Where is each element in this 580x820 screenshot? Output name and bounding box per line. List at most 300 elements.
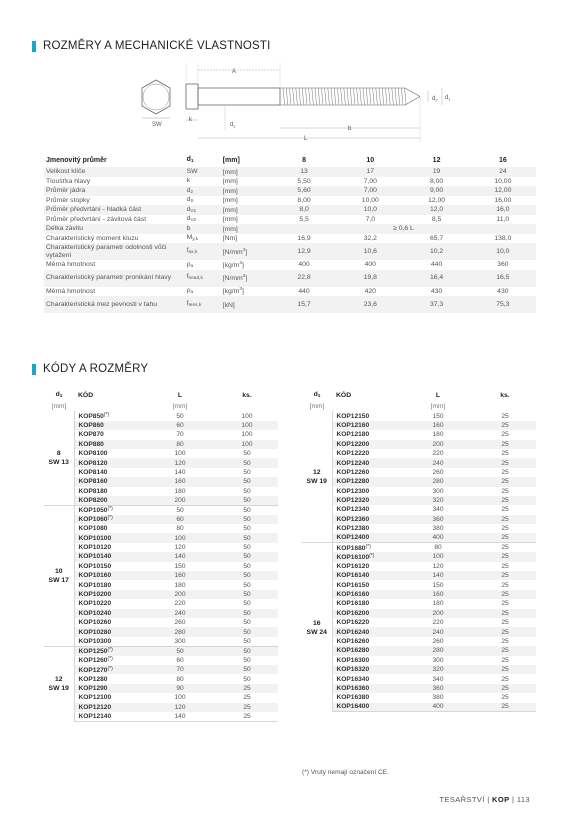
- codes-row: [302, 562, 536, 571]
- mech-cell-unit: $[N/mm^2]$: [221, 270, 271, 287]
- codes-cell-code: KOP12280: [332, 477, 402, 486]
- codes-cell-length: 100: [174, 694, 186, 702]
- mech-cell-unit: [kN]: [221, 296, 271, 313]
- codes-group-label: 8 SW 13: [44, 411, 74, 505]
- mech-cell-name: Měrná hmotnost: [46, 261, 96, 269]
- codes-cell-code: KOP1290: [74, 684, 144, 693]
- mech-row: [44, 177, 536, 187]
- codes-cell-qty: 50: [216, 665, 278, 674]
- mech-cell-value: 12,00: [428, 196, 446, 204]
- mech-cell-unit: [mm]: [221, 167, 271, 177]
- mech-cell-symbol: SW: [185, 167, 221, 177]
- codes-cell-code: KOP12220: [336, 450, 370, 458]
- codes-row: [44, 458, 278, 467]
- mech-cell-value: 9,00: [403, 186, 469, 196]
- ce-note-mark: (*): [107, 515, 113, 522]
- codes-cell-length: 340: [432, 675, 444, 683]
- codes-cell-qty: 25: [474, 496, 536, 505]
- codes-cell-code: KOP8200: [74, 496, 144, 505]
- mech-cell-symbol: $\rho_a$: [186, 260, 194, 269]
- codes-unit-d1: [mm]: [51, 403, 67, 411]
- codes-cell-code: KOP16360: [332, 684, 402, 693]
- codes-cell-qty: 25: [216, 703, 278, 712]
- codes-cell-length: 380: [432, 694, 444, 702]
- codes-cell-code: KOP12180: [336, 431, 370, 439]
- codes-cell-length: 200: [402, 440, 474, 449]
- codes-cell-qty: 25: [474, 703, 536, 712]
- mech-cell-unit: [mm]: [221, 186, 271, 196]
- codes-cell-length: 280: [402, 646, 474, 655]
- codes-cell-length: 240: [402, 458, 474, 467]
- codes-row: [302, 496, 536, 505]
- codes-row: [302, 618, 536, 627]
- mech-cell-value: 12,0: [403, 205, 469, 215]
- mech-cell-value: 10,2: [403, 243, 469, 260]
- codes-header-code: KÓD: [78, 391, 94, 399]
- ce-note-mark: (*): [103, 412, 110, 419]
- mech-cell-value: 16,5: [470, 270, 536, 287]
- codes-row: [302, 468, 536, 477]
- codes-row: [302, 646, 536, 655]
- mech-cell-symbol: $d_{V2}$: [186, 215, 197, 224]
- codes-cell-length: 80: [176, 525, 184, 533]
- codes-table-left: [44, 388, 278, 722]
- mech-cell-value: 19,8: [337, 270, 403, 287]
- codes-unit-d1: [mm]: [309, 403, 325, 411]
- codes-cell-qty: 50: [216, 533, 278, 542]
- mech-cell-value: 10,00: [494, 177, 512, 185]
- codes-cell-length: 360: [402, 684, 474, 693]
- mech-cell-value: 7,00: [337, 186, 403, 196]
- codes-cell-qty: 25: [501, 675, 509, 683]
- codes-row: [302, 430, 536, 439]
- codes-cell-length: 90: [144, 684, 216, 693]
- codes-cell-length: 180: [432, 431, 444, 439]
- mech-cell-name: Charakteristická mez pevnosti v tahu: [44, 296, 185, 313]
- codes-cell-length: 60: [144, 515, 216, 524]
- codes-cell-length: 120: [144, 703, 216, 712]
- mech-cell-unit: $[kg/m^3]$: [222, 260, 244, 269]
- codes-cell-code: KOP10300: [78, 637, 112, 645]
- codes-row: [44, 487, 278, 496]
- codes-cell-qty: 25: [501, 619, 509, 627]
- dim-k-label: k: [189, 117, 192, 123]
- dim-d2-label: $d_2$: [432, 96, 438, 103]
- mech-cell-symbol: $d_2$: [185, 186, 221, 196]
- codes-unit-row: [44, 402, 278, 411]
- codes-cell-qty: 25: [216, 684, 278, 693]
- mech-cell-value: 420: [364, 287, 376, 295]
- mech-cell-value: 430: [430, 287, 443, 295]
- codes-cell-qty: 25: [501, 450, 509, 458]
- codes-cell-code: KOP12240: [332, 458, 402, 467]
- codes-row: [44, 703, 278, 712]
- codes-cell-qty: 50: [216, 609, 278, 618]
- codes-cell-length: 150: [432, 412, 444, 420]
- codes-row: [44, 543, 278, 552]
- codes-cell-length: 260: [174, 619, 186, 627]
- codes-cell-length: 80: [176, 675, 184, 683]
- mech-cell-value: 15,7: [271, 296, 337, 313]
- mech-cell-value: 12,9: [271, 243, 337, 260]
- mech-cell-value: 23,6: [337, 296, 403, 313]
- codes-cell-code: KOP12260: [336, 468, 370, 476]
- mech-cell-unit: $[kg/m^3]$: [222, 287, 244, 296]
- codes-cell-qty: 25: [474, 515, 536, 524]
- codes-cell-code: KOP1050(*): [74, 505, 144, 514]
- codes-cell-qty: 25: [474, 458, 536, 467]
- codes-row: [44, 524, 278, 533]
- codes-cell-code: KOP12340: [336, 506, 370, 514]
- mech-cell-name: Charakteristický parametr odolnosti vůči vytažení: [44, 243, 185, 260]
- codes-row: [44, 449, 278, 458]
- mech-cell-value: 10,0: [337, 205, 403, 215]
- codes-cell-length: 150: [174, 562, 186, 570]
- codes-cell-length: 70: [176, 431, 184, 439]
- codes-cell-length: 160: [144, 571, 216, 580]
- codes-row: [44, 440, 278, 449]
- mech-cell-unit: [mm]: [222, 216, 238, 224]
- ce-note-mark: (*): [369, 552, 375, 559]
- section-title-codes: [32, 363, 148, 375]
- mech-header-col: 10: [366, 156, 375, 164]
- codes-row: [302, 674, 536, 683]
- codes-cell-length: 50: [144, 646, 216, 655]
- footer-page-number: 113: [516, 795, 530, 804]
- mech-row: [44, 260, 536, 270]
- codes-row: [302, 590, 536, 599]
- codes-row: [44, 580, 278, 589]
- codes-row: [302, 571, 536, 580]
- codes-row: [302, 656, 536, 665]
- codes-cell-length: 340: [432, 506, 444, 514]
- codes-group-label: 12 SW 19: [302, 411, 332, 542]
- codes-row: [44, 693, 278, 702]
- codes-cell-qty: 25: [501, 506, 509, 514]
- codes-cell-qty: 25: [474, 533, 536, 542]
- mech-cell-value: 5,5: [299, 215, 309, 223]
- codes-cell-length: 140: [144, 552, 216, 561]
- codes-cell-qty: 25: [501, 562, 509, 570]
- codes-cell-qty: 25: [501, 468, 509, 476]
- codes-cell-length: 200: [402, 609, 474, 618]
- codes-cell-length: 300: [432, 487, 444, 495]
- codes-row: [44, 637, 278, 646]
- codes-cell-qty: 50: [216, 571, 278, 580]
- codes-cell-code: KOP880: [74, 440, 144, 449]
- mech-cell-value: 12,00: [470, 186, 536, 196]
- codes-cell-length: 60: [144, 421, 216, 430]
- codes-cell-qty: 25: [474, 552, 536, 561]
- codes-row: [44, 656, 278, 665]
- codes-cell-code: KOP12360: [332, 515, 402, 524]
- codes-cell-qty: 25: [474, 571, 536, 580]
- codes-cell-code: KOP16280: [332, 646, 402, 655]
- mech-cell-name: Průměr předvrtání - hladká část: [44, 205, 185, 215]
- codes-cell-qty: 50: [216, 590, 278, 599]
- codes-cell-code: KOP16380: [336, 694, 370, 702]
- mech-cell-value: 17: [337, 167, 403, 177]
- codes-unit-l: [mm]: [172, 403, 188, 411]
- codes-row: [44, 477, 278, 486]
- mech-header-symbol: $d_1$: [186, 156, 194, 164]
- footer-separator: |: [487, 795, 490, 804]
- screw-shank: [198, 88, 280, 105]
- codes-cell-qty: 50: [216, 627, 278, 636]
- hex-head-icon: [142, 80, 170, 114]
- mech-cell-value: 400: [364, 261, 376, 269]
- codes-cell-length: 180: [432, 600, 444, 608]
- mech-cell-value: 16,00: [494, 196, 512, 204]
- codes-cell-code: KOP1280: [78, 675, 108, 683]
- codes-cell-qty: 25: [474, 627, 536, 636]
- mech-cell-value: 16,9: [297, 234, 311, 242]
- codes-cell-code: KOP10240: [74, 609, 144, 618]
- mech-cell-unit: $[N/mm^2]$: [221, 243, 271, 260]
- codes-cell-qty: 50: [243, 562, 251, 570]
- codes-cell-code: KOP10150: [78, 562, 112, 570]
- codes-header-row: [44, 388, 278, 402]
- codes-cell-code: KOP12140: [74, 712, 144, 721]
- codes-cell-length: 120: [144, 458, 216, 467]
- codes-row: [302, 665, 536, 674]
- codes-header-ks: ks.: [500, 391, 510, 399]
- codes-cell-code: KOP10120: [78, 544, 112, 552]
- mech-cell-value: 16,0: [470, 205, 536, 215]
- codes-cell-code: KOP1250(*): [74, 646, 144, 655]
- mech-cell-name: Tloušťka hlavy: [46, 177, 91, 185]
- mech-cell-value: 24: [470, 167, 536, 177]
- codes-cell-length: 140: [402, 571, 474, 580]
- codes-cell-code: KOP12120: [74, 703, 144, 712]
- codes-cell-qty: 25: [501, 581, 509, 589]
- codes-cell-qty: 50: [243, 637, 251, 645]
- mech-cell-value: 440: [430, 261, 443, 269]
- page-footer: [439, 795, 530, 804]
- codes-cell-code: KOP12400: [332, 533, 402, 542]
- mech-cell-unit: [mm]: [221, 224, 271, 234]
- codes-cell-qty: 25: [501, 656, 509, 664]
- codes-row: [302, 411, 536, 420]
- codes-cell-qty: 100: [216, 440, 278, 449]
- codes-cell-qty: 50: [243, 656, 251, 664]
- mech-cell-value: 5,50: [297, 177, 311, 185]
- mechanical-properties-table: [44, 153, 536, 313]
- mech-cell-name: Charakteristický parametr pronikání hlavy: [44, 270, 185, 287]
- codes-cell-qty: 50: [243, 600, 251, 608]
- section-title-text: ROZMĚRY A MECHANICKÉ VLASTNOSTI: [43, 40, 271, 52]
- codes-row: [302, 440, 536, 449]
- mech-cell-name: Průměr stopky: [46, 196, 90, 204]
- codes-cell-code: KOP16120: [336, 562, 370, 570]
- codes-row: [302, 684, 536, 693]
- codes-cell-qty: 25: [474, 421, 536, 430]
- codes-cell-code: KOP12100: [78, 694, 112, 702]
- codes-row: [44, 533, 278, 542]
- codes-cell-length: 140: [144, 712, 216, 721]
- codes-cell-qty: 50: [243, 450, 251, 458]
- codes-cell-qty: 50: [243, 468, 251, 476]
- mech-cell-name: Délka závitu: [44, 224, 185, 234]
- codes-cell-qty: 100: [216, 421, 278, 430]
- dim-d1-label: $d_1$: [445, 95, 451, 102]
- footer-separator: |: [511, 795, 515, 804]
- codes-cell-length: 220: [432, 450, 444, 458]
- mech-cell-value: 440: [298, 287, 310, 295]
- mech-cell-value: 10,00: [361, 196, 379, 204]
- codes-header-row: [302, 388, 536, 402]
- mech-row: [44, 234, 536, 244]
- codes-cell-qty: 25: [501, 525, 509, 533]
- codes-cell-code: KOP12200: [332, 440, 402, 449]
- mech-cell-span: ≥ 0,6 L: [271, 224, 536, 234]
- section-title-text: KÓDY A ROZMĚRY: [43, 363, 149, 375]
- codes-cell-length: 300: [174, 637, 186, 645]
- codes-cell-code: KOP16220: [336, 619, 370, 627]
- codes-cell-length: 360: [402, 515, 474, 524]
- codes-cell-code: KOP1680(*): [332, 543, 402, 552]
- codes-cell-code: KOP16240: [332, 627, 402, 636]
- codes-cell-length: 260: [432, 468, 444, 476]
- mech-cell-name: Měrná hmotnost: [46, 287, 96, 295]
- mech-header-col: 12: [432, 156, 441, 164]
- codes-cell-code: KOP8140: [78, 468, 108, 476]
- mech-row: [44, 167, 536, 177]
- codes-cell-length: 100: [144, 533, 216, 542]
- mech-cell-unit: [mm]: [222, 178, 238, 186]
- mech-cell-symbol: $M_{y,k}$: [186, 234, 199, 243]
- mech-cell-name: Průměr předvrtání - závitová část: [46, 215, 147, 223]
- codes-row: [44, 562, 278, 571]
- mech-cell-value: 37,3: [403, 296, 469, 313]
- codes-header-l: L: [435, 391, 441, 399]
- codes-unit-l: [mm]: [430, 403, 446, 411]
- codes-cell-code: KOP10160: [74, 571, 144, 580]
- codes-cell-length: 160: [402, 590, 474, 599]
- codes-unit-row: [302, 402, 536, 411]
- mech-cell-value: 430: [497, 287, 509, 295]
- codes-group-label: 16 SW 24: [302, 543, 332, 712]
- codes-row: [44, 665, 278, 674]
- codes-cell-qty: 50: [216, 458, 278, 467]
- dim-ds-label: $d_s$: [230, 122, 236, 129]
- codes-header-d1: $d_1$: [313, 391, 321, 399]
- codes-cell-length: 120: [174, 544, 186, 552]
- mech-header-col: 8: [302, 156, 306, 164]
- mech-cell-unit: [mm]: [221, 205, 271, 215]
- codes-cell-qty: 50: [216, 515, 278, 524]
- footnote: (*) Vruty nemají označení CE.: [302, 769, 389, 776]
- codes-row: [44, 627, 278, 636]
- codes-cell-length: 400: [402, 703, 474, 712]
- codes-cell-length: 70: [144, 665, 216, 674]
- codes-row: [302, 703, 536, 712]
- codes-row: [44, 411, 278, 420]
- mech-cell-value: 138,0: [494, 234, 512, 242]
- codes-cell-qty: 25: [474, 590, 536, 599]
- codes-row: [302, 458, 536, 467]
- codes-row: [44, 609, 278, 618]
- footer-section: TESAŘSTVÍ: [439, 795, 485, 804]
- codes-row: [302, 477, 536, 486]
- codes-cell-length: 240: [144, 609, 216, 618]
- codes-cell-code: KOP12150: [336, 412, 370, 420]
- codes-cell-qty: 50: [216, 646, 278, 655]
- ce-note-mark: (*): [107, 665, 113, 672]
- codes-cell-length: 280: [402, 477, 474, 486]
- codes-cell-length: 50: [176, 412, 184, 420]
- codes-cell-length: 300: [432, 656, 444, 664]
- codes-cell-code: KOP1060(*): [74, 515, 144, 524]
- mech-cell-value: 19: [403, 167, 469, 177]
- codes-row: [302, 627, 536, 636]
- mech-cell-value: 11,0: [496, 215, 510, 223]
- codes-cell-qty: 50: [243, 487, 251, 495]
- mech-row: [44, 224, 536, 234]
- codes-row: [44, 618, 278, 627]
- ce-note-mark: (*): [107, 647, 113, 654]
- mech-cell-value: 75,3: [470, 296, 536, 313]
- codes-cell-code: KOP12300: [336, 487, 370, 495]
- codes-cell-qty: 25: [474, 477, 536, 486]
- codes-cell-code: KOP16140: [332, 571, 402, 580]
- codes-cell-code: KOP16300: [336, 656, 370, 664]
- mech-row: [44, 215, 536, 225]
- codes-cell-length: 160: [402, 421, 474, 430]
- codes-cell-code: KOP12320: [332, 496, 402, 505]
- section-title-mechanical: [32, 40, 271, 52]
- codes-row: [302, 533, 536, 542]
- codes-row: [44, 430, 278, 439]
- mech-cell-value: 5,60: [271, 186, 337, 196]
- mech-cell-value: 32,2: [363, 234, 377, 242]
- codes-cell-length: 260: [432, 637, 444, 645]
- codes-cell-qty: 50: [216, 552, 278, 561]
- mech-cell-symbol: $\rho_a$: [186, 287, 194, 296]
- mech-cell-symbol: $f_{head,k}$: [185, 270, 221, 287]
- codes-cell-length: 140: [174, 468, 186, 476]
- codes-cell-length: 320: [402, 496, 474, 505]
- codes-cell-code: KOP8160: [74, 477, 144, 486]
- mech-row: [44, 287, 536, 297]
- codes-row: [44, 599, 278, 608]
- mech-cell-symbol: b: [185, 224, 221, 234]
- mech-row: [44, 243, 536, 260]
- codes-cell-code: KOP16160: [332, 590, 402, 599]
- codes-cell-qty: 25: [474, 440, 536, 449]
- codes-cell-code: KOP10280: [74, 627, 144, 636]
- mech-header-row: [44, 153, 536, 167]
- codes-cell-code: KOP10140: [74, 552, 144, 561]
- codes-cell-length: 50: [144, 505, 216, 514]
- codes-cell-code: KOP16260: [336, 637, 370, 645]
- codes-cell-code: KOP16320: [332, 665, 402, 674]
- mech-cell-value: 360: [497, 261, 509, 269]
- codes-cell-code: KOP10260: [78, 619, 112, 627]
- codes-table-right: [302, 388, 536, 712]
- codes-row: [44, 646, 278, 655]
- codes-cell-qty: 100: [241, 431, 253, 439]
- mech-cell-name: Průměr jádra: [44, 186, 185, 196]
- codes-row: [302, 543, 536, 552]
- mech-cell-value: 400: [298, 261, 310, 269]
- section-accent-bar: [32, 364, 36, 375]
- mech-header-unit: [mm]: [222, 156, 240, 164]
- codes-cell-qty: 50: [243, 581, 251, 589]
- codes-cell-qty: 50: [243, 619, 251, 627]
- codes-cell-qty: 25: [501, 487, 509, 495]
- codes-cell-length: 100: [174, 450, 186, 458]
